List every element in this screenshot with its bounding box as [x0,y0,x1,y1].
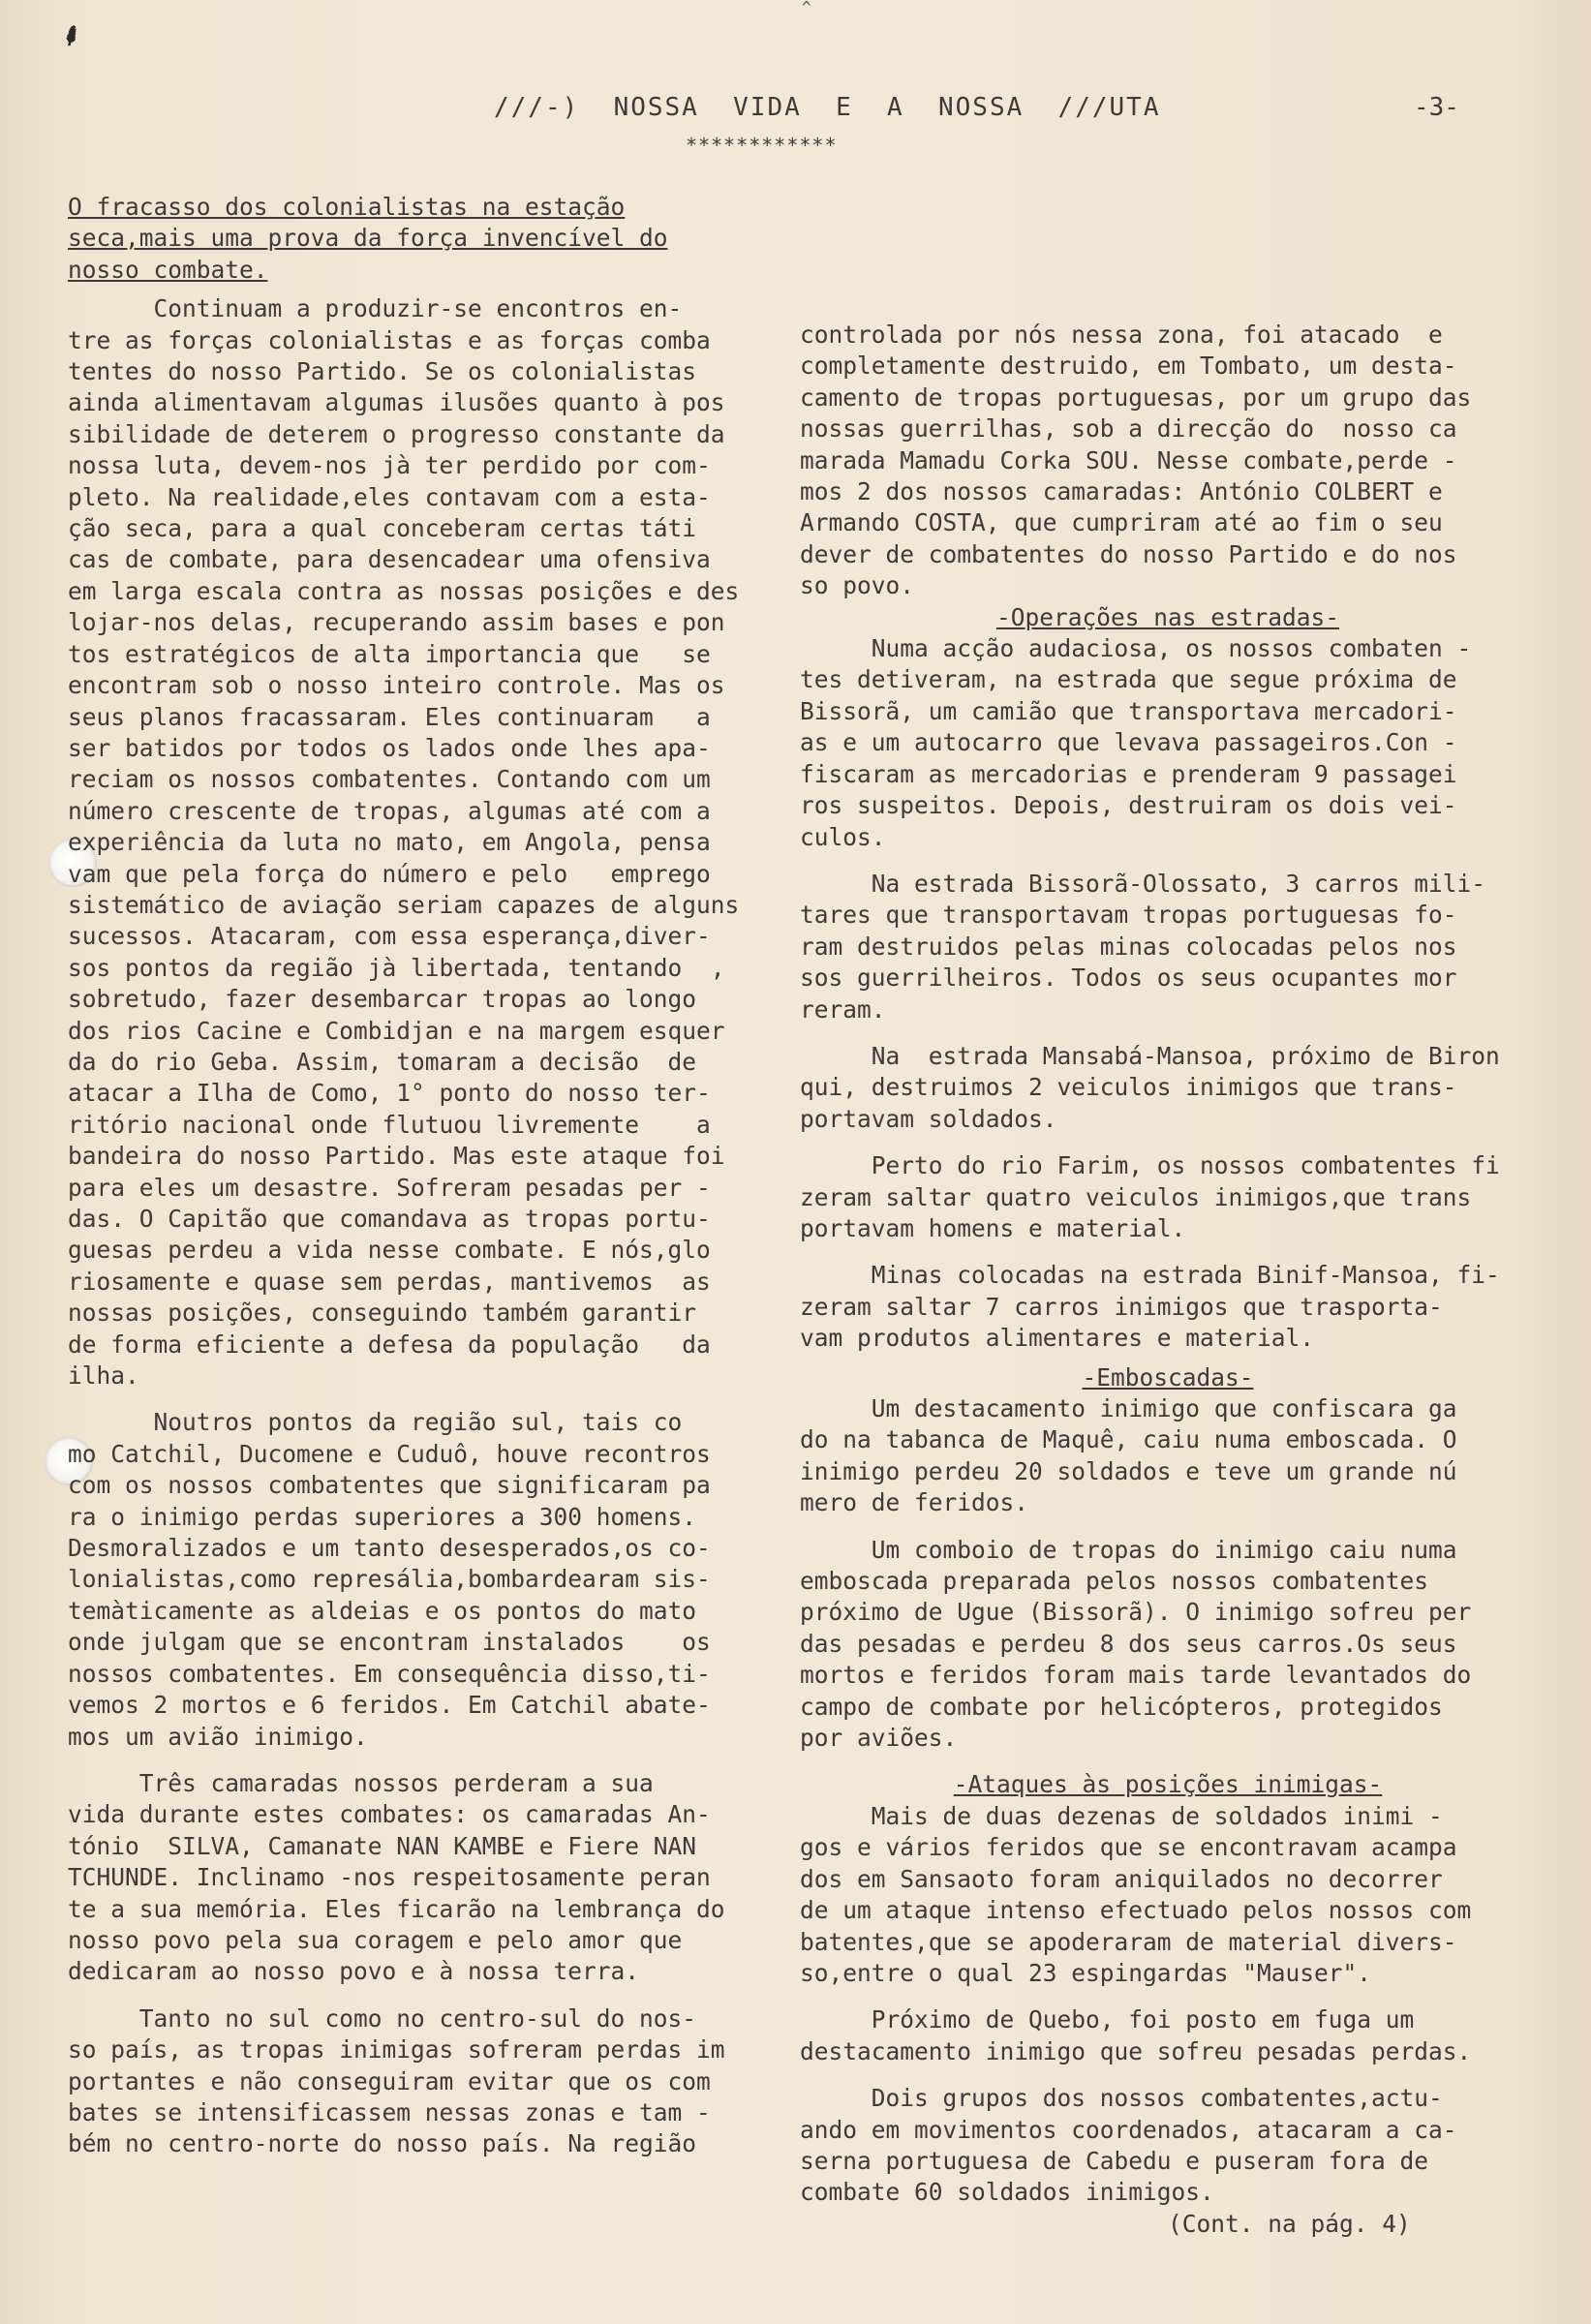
paragraph [800,1150,1536,1244]
section-heading [800,602,1536,633]
text-line: zeram saltar 7 carros inimigos que trasporta- [800,1292,1443,1321]
text-line: nossas guerrilhas, sob a direcção do nosso ca [800,414,1457,443]
paragraph [800,869,1536,1025]
paragraph [800,1801,1536,1989]
text-line: Desmoralizados e um tanto desesperados,os co- [68,1534,711,1563]
left-column [68,192,765,2160]
text-line: experiência da luta no mato, em Angola, pensa [68,828,711,857]
page-header-title: ///-) NOSSA VIDA E A NOSSA ///UTA [494,93,1161,122]
paragraph [800,1041,1536,1135]
text-line: Um destacamento inimigo que confiscara ga [800,1394,1457,1422]
handwritten-mark-icon: ⸙ [55,15,87,55]
text-line: vemos 2 mortos e 6 feridos. Em Catchil abate- [68,1691,711,1720]
text-line: para eles um desastre. Sofreram pesadas per - [68,1173,711,1202]
text-line: das pesadas e perdeu 8 dos seus carros.Os seus [800,1629,1457,1658]
text-line: culos. [800,822,886,851]
text-line: ando em movimentos coordenados, atacaram a ca- [800,2115,1457,2144]
text-line: seus planos fracassaram. Eles continuaram a [68,702,711,731]
text-line: batentes,que se apoderaram de material divers- [800,1927,1457,1956]
text-line: ainda alimentavam algumas ilusões quanto à pos [68,388,725,417]
text-line: completamente destruido, em Tombato, um desta- [800,352,1457,381]
section-heading [800,1769,1536,1800]
text-line: nossa luta, devem-nos jà ter perdido por com- [68,451,711,480]
text-line: mos 2 dos nossos camaradas: António COLBERT e [800,477,1443,506]
text-line: dos rios Cacine e Combidjan e na margem esquer [68,1016,725,1045]
text-line: nossos combatentes. Em consequência disso,ti- [68,1659,711,1688]
section-heading-text: -Operações nas estradas- [995,602,1339,631]
text-line: sos pontos da região jà libertada, tentando , [68,953,725,982]
text-line: Noutros pontos da região sul, tais co [68,1408,683,1437]
text-line: por aviões. [800,1724,958,1753]
text-line: TCHUNDE. Inclinamo -nos respeitosamente peran [68,1863,711,1892]
text-line: emboscada preparada pelos nossos combatentes [800,1567,1429,1596]
paragraph [800,1535,1536,1755]
text-line: vam produtos alimentares e material. [800,1324,1315,1353]
text-line: ser batidos por todos os lados onde lhes apa- [68,733,711,762]
text-line: da do rio Geba. Assim, tomaram a decisão de [68,1047,697,1076]
text-line: atacar a Ilha de Como, 1° ponto do nosso ter- [68,1079,711,1108]
continuation-note: (Cont. na pág. 4) [1168,2209,1411,2238]
text-line: tares que transportavam tropas portuguesas fo- [800,901,1457,930]
text-line: Numa acção audaciosa, os nossos combaten - [800,634,1472,663]
text-line: dever de combatentes do nosso Partido e do nos [800,539,1457,568]
text-line: Perto do rio Farim, os nossos combatentes fi [800,1151,1500,1180]
text-line: nossas posições, conseguindo também garantir [68,1299,697,1328]
section-heading-text: -Ataques às posições inimigas- [953,1770,1383,1799]
text-line: sucessos. Atacaram, com essa esperança,diver- [68,922,711,951]
text-line: marada Mamadu Corka SOU. Nesse combate,perde - [800,445,1457,474]
text-line: mero de feridos. [800,1488,1029,1517]
text-line: Minas colocadas na estrada Binif-Mansoa, fi- [800,1261,1500,1290]
headline-line: seca,mais uma prova da força invencível do [68,224,668,253]
text-line: te a sua memória. Eles ficarão na lembrança do [68,1894,725,1923]
article-headline [68,192,765,286]
paragraph [68,1407,765,1752]
text-line: Tanto no sul como no centro-sul do nos- [68,2003,697,2033]
text-line: de forma eficiente a defesa da população da [68,1330,711,1359]
text-line: das. O Capitão que comandava as tropas portu- [68,1205,711,1233]
text-line: Na estrada Bissorã-Olossato, 3 carros mili- [800,869,1486,898]
text-line: nosso povo pela sua coragem e pelo amor que [68,1925,683,1954]
text-line: bandeira do nosso Partido. Mas este ataque foi [68,1142,725,1171]
text-line: tónio SILVA, Camanate NAN KAMBE e Fiere NAN [68,1831,697,1860]
page-number: -3- [1414,93,1459,122]
text-line: bém no centro-norte do nosso país. Na região [68,2129,697,2158]
text-line: combate 60 soldados inimigos. [800,2178,1214,2207]
text-line: guesas perdeu a vida nesse combate. E nós,glo [68,1236,711,1265]
text-line: so país, as tropas inimigas sofreram perdas im [68,2035,725,2064]
text-line: ção seca, para a qual conceberam certas táti [68,514,697,543]
text-line: onde julgam que se encontram instalados os [68,1628,711,1657]
text-line: encontram sob o nosso inteiro controle. Mas os [68,671,725,700]
text-line: com os nossos combatentes que significaram pa [68,1471,711,1500]
text-line: sistemático de aviação seriam capazes de alguns [68,890,740,919]
headline-line: O fracasso dos colonialistas na estação [68,193,626,221]
text-line: dedicaram ao nosso povo e à nossa terra. [68,1957,640,1986]
paragraph [800,633,1536,853]
text-line: Próximo de Quebo, foi posto em fuga um [800,2005,1415,2034]
text-line: sobretudo, fazer desembarcar tropas ao longo [68,985,697,1014]
text-line: campo de combate por helicópteros, protegidos [800,1692,1443,1721]
text-line: as e um autocarro que levava passageiros.Con - [800,728,1457,757]
text-line: gos e vários feridos que se encontravam acampa [800,1833,1457,1862]
text-line: dos em Sansaoto foram aniquilados no decorrer [800,1864,1443,1893]
text-line: so povo. [800,571,915,600]
text-line: serna portuguesa de Cabedu e puseram fora de [800,2146,1429,2175]
text-line: Continuam a produzir-se encontros en- [68,294,683,323]
text-line: Mais de duas dezenas de soldados inimi - [800,1801,1443,1830]
text-line: tre as forças colonialistas e as forças comba [68,325,711,354]
text-line: cas de combate, para desencadear uma ofensiva [68,545,711,574]
text-line: sos guerrilheiros. Todos os seus ocupantes mor [800,963,1457,993]
text-line: inimigo perdeu 20 soldados e teve um grande nú [800,1456,1457,1485]
text-line: ram destruidos pelas minas colocadas pelos nos [800,932,1457,961]
text-line: Bissorã, um camião que transportava mercadori- [800,696,1457,725]
text-line: próximo de Ugue (Bissorã). O inimigo sofreu per [800,1598,1472,1627]
text-line: pleto. Na realidade,eles contavam com a esta- [68,482,711,511]
text-line: número crescente de tropas, algumas até com a [68,796,711,825]
text-line: portavam homens e material. [800,1213,1186,1242]
text-line: ritório nacional onde flutuou livremente a [68,1110,711,1139]
text-line: zeram saltar quatro veiculos inimigos,que trans [800,1182,1472,1211]
text-line: lojar-nos delas, recuperando assim bases e pon [68,608,725,637]
text-line: Dois grupos dos nossos combatentes,actu- [800,2084,1443,2113]
text-line: so,entre o qual 23 espingardas "Mauser". [800,1958,1372,1987]
text-line: vida durante estes combates: os camaradas An- [68,1800,711,1829]
text-line: temàticamente as aldeias e os pontos do mato [68,1596,697,1625]
paragraph [800,2083,1536,2209]
text-line: mortos e feridos foram mais tarde levantados do [800,1661,1472,1690]
headline-line: nosso combate. [68,255,268,284]
text-line: ilha. [68,1361,139,1391]
text-line: tes detiveram, na estrada que segue próxima de [800,665,1457,694]
text-line: camento de tropas portuguesas, por um grupo das [800,382,1472,412]
text-line: Três camaradas nossos perderam a sua [68,1768,654,1797]
text-line: controlada por nós nessa zona, foi atacado e [800,321,1443,349]
text-line: mo Catchil, Ducomene e Cuduô, houve recontros [68,1439,711,1468]
text-line: mos um avião inimigo. [68,1722,368,1751]
paragraph [800,320,1536,602]
top-tick-mark: ^ [802,0,811,16]
section-heading [800,1362,1536,1393]
text-line: ros suspeitos. Depois, destruiram os dois vei- [800,791,1457,820]
right-column [800,320,1536,2240]
text-line: riosamente e quase sem perdas, mantivemos as [68,1267,711,1296]
text-line: qui, destruimos 2 veiculos inimigos que trans- [800,1073,1457,1102]
text-line: tos estratégicos de alta importancia que se [68,639,711,668]
text-line: sibilidade de deterem o progresso constante da [68,419,725,448]
text-line: bates se intensificassem nessas zonas e tam - [68,2097,711,2126]
text-line: em larga escala contra as nossas posições e des [68,576,740,605]
paragraph [68,1768,765,1988]
text-line: fiscaram as mercadorias e prenderam 9 passagei [800,759,1457,788]
text-line: tentes do nosso Partido. Se os colonialistas [68,357,697,386]
paragraph [800,2004,1536,2067]
text-line: reciam os nossos combatentes. Contando com um [68,765,711,794]
paragraph [800,1260,1536,1354]
paragraph [68,2003,765,2160]
text-line: portantes e não conseguiram evitar que os com [68,2066,711,2095]
text-line: de um ataque intenso efectuado pelos nossos com [800,1896,1472,1925]
header-divider-stars: ************ [686,134,838,157]
text-line: do na tabanca de Maquê, caiu numa emboscada. O [800,1425,1457,1454]
text-line: ra o inimigo perdas superiores a 300 homens. [68,1502,697,1531]
text-line: lonialistas,como represália,bombardearam sis- [68,1565,711,1594]
section-heading-text: -Emboscadas- [1082,1362,1254,1391]
text-line: portavam soldados. [800,1104,1057,1133]
text-line: Um comboio de tropas do inimigo caiu numa [800,1535,1457,1564]
text-line: Na estrada Mansabá-Mansoa, próximo de Biron [800,1041,1500,1070]
paragraph [68,293,765,1391]
paragraph [800,1393,1536,1519]
text-line: Armando COSTA, que cumpriram até ao fim o seu [800,508,1443,537]
text-line: destacamento inimigo que sofreu pesadas perdas. [800,2036,1472,2065]
text-line: reram. [800,994,886,1024]
text-line: vam que pela força do número e pelo emprego [68,859,711,888]
